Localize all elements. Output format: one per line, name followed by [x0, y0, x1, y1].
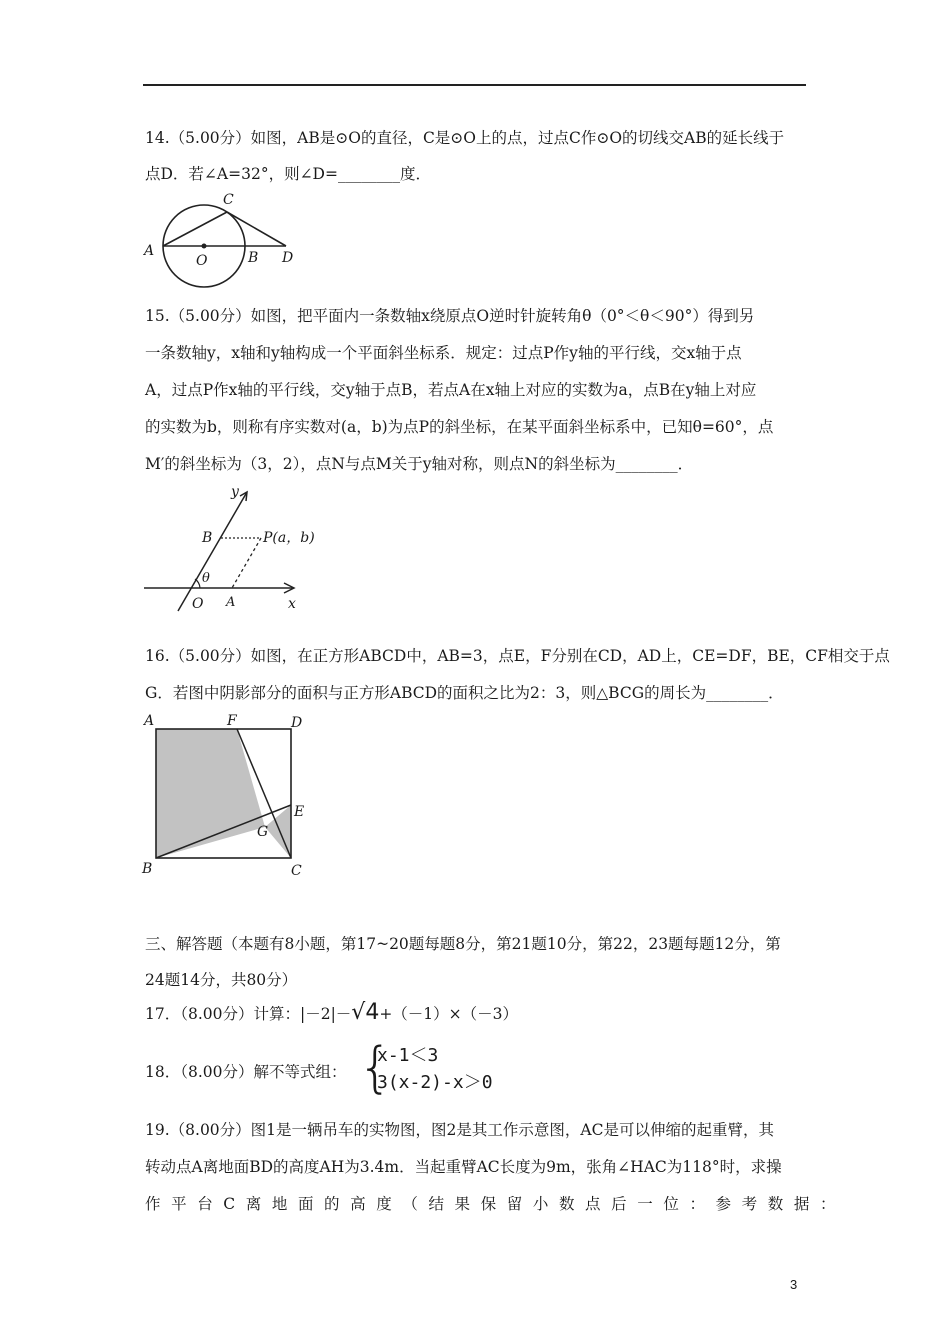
label-e: E — [294, 804, 305, 820]
label-y: y — [231, 484, 239, 500]
q14-line-1: 14.（5.00分）如图，AB是⊙O的直径，C是⊙O上的点，过点C作⊙O的切线交AB的延长线于 — [145, 129, 785, 147]
q17-line — [145, 1000, 519, 1025]
q16-line-2: G．若图中阴影部分的面积与正方形ABCD的面积之比为2：3，则△BCG的周长为________． — [145, 684, 784, 702]
q16-square-figure — [138, 708, 318, 880]
q18-brace: { — [358, 1036, 393, 1099]
label-d: D — [282, 250, 294, 266]
q15-line-4: 的实数为b，则称有序实数对(a，b)为点P的斜坐标，在某平面斜坐标系中，已知θ=60°，点 — [145, 418, 774, 436]
label-b: B — [142, 861, 153, 877]
dashed-pa — [232, 538, 261, 588]
label-f: F — [227, 713, 237, 729]
q14-circle-figure — [138, 188, 308, 272]
label-d: D — [291, 715, 303, 731]
q15-line-2: 一条数轴y，x轴和y轴构成一个平面斜坐标系．规定：过点P作y轴的平行线，交x轴于点 — [145, 344, 742, 362]
q19-line-1: 19.（8.00分）图1是一辆吊车的实物图，图2是其工作示意图，AC是可以伸缩的起重臂，其 — [145, 1121, 774, 1139]
q15-oblique-axes-figure — [140, 478, 340, 612]
q15-line-5: M′的斜坐标为（3，2），点N与点M关于y轴对称，则点N的斜坐标为________． — [145, 455, 694, 473]
q17-prefix: 17．（8.00分）计算：|－2|－ — [145, 1005, 352, 1023]
label-o: O — [196, 253, 208, 269]
q17-radical: √4 — [351, 1000, 380, 1025]
q16-line-1: 16.（5.00分）如图，在正方形ABCD中，AB=3，点E，F分别在CD，AD上，CE=DF，BE，CF相交于点 — [145, 647, 890, 665]
q19-line-3: 作平台C离地面的高度（结果保留小数点后一位：参考数据： — [145, 1195, 847, 1213]
label-a: A — [144, 243, 155, 259]
label-p: P(a，b) — [263, 530, 315, 546]
label-c: C — [223, 192, 234, 208]
theta-arc — [195, 579, 200, 588]
line-ac — [163, 212, 227, 246]
label-theta: θ — [202, 571, 210, 586]
label-c: C — [291, 863, 302, 879]
q14-line-2: 点D．若∠A=32°，则∠D=________度． — [145, 165, 431, 183]
page-number: 3 — [790, 1277, 798, 1292]
section3-heading-line-2: 24题14分，共80分） — [145, 971, 298, 989]
label-g: G — [257, 824, 269, 840]
tangent-cd — [227, 212, 286, 246]
q18-inequality-2: 3(x-2)-x＞0 — [377, 1072, 493, 1093]
label-a: A — [144, 713, 155, 729]
q18-inequality-1: x-1＜3 — [377, 1045, 439, 1066]
center-dot — [202, 244, 207, 249]
q19-line-2: 转动点A离地面BD的高度AH为3.4m．当起重臂AC长度为9m，张角∠HAC为118°时，求操 — [145, 1158, 782, 1176]
y-axis — [178, 492, 247, 611]
q18-prefix: 18．（8.00分）解不等式组： — [145, 1063, 347, 1081]
label-x: x — [288, 596, 296, 612]
label-a: A — [226, 595, 236, 610]
label-b: B — [202, 530, 213, 546]
q17-suffix: +（－1）×（－3） — [379, 1005, 519, 1023]
header-rule — [143, 84, 806, 86]
section3-heading-line-1: 三、解答题（本题有8小题，第17~20题每题8分，第21题10分，第22，23题每题12分，第 — [145, 935, 781, 953]
label-b: B — [248, 250, 259, 266]
q15-line-1: 15.（5.00分）如图，把平面内一条数轴x绕原点O逆时针旋转角θ（0°＜θ＜90°）得到另 — [145, 307, 755, 325]
label-o: O — [192, 596, 204, 612]
q15-line-3: A，过点P作x轴的平行线，交y轴于点B，若点A在x轴上对应的实数为a，点B在y轴上对应 — [145, 381, 757, 399]
shaded-region-abgf — [156, 729, 265, 858]
y-arrow — [240, 492, 247, 501]
